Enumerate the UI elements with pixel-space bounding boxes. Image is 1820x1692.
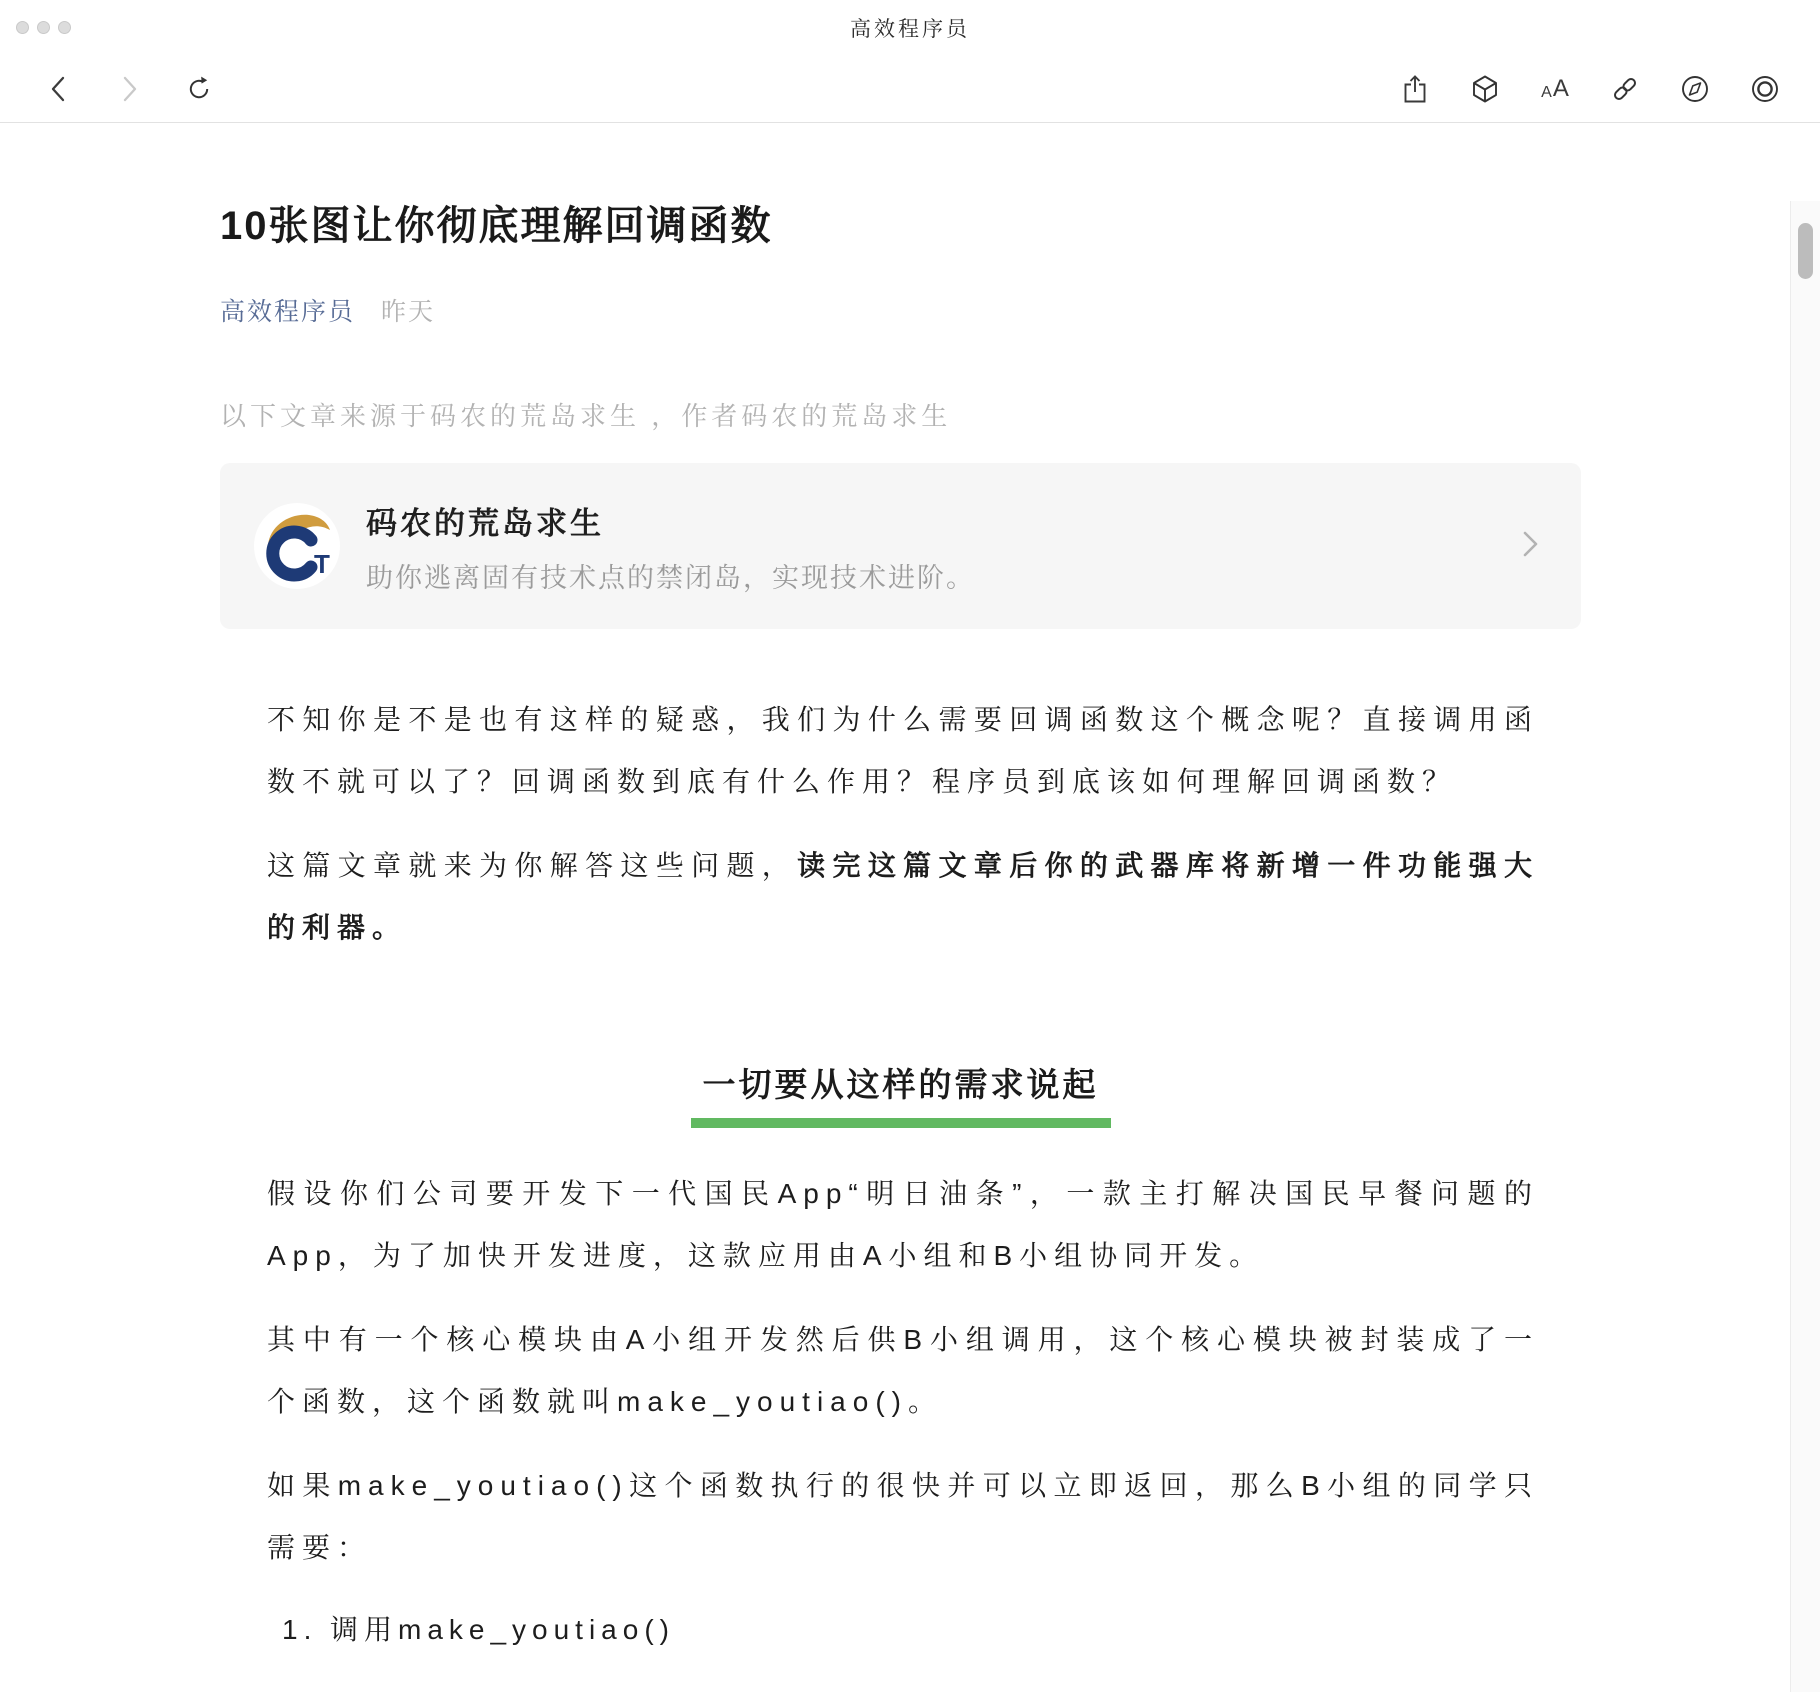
text-size-icon: A A xyxy=(1541,75,1569,102)
toolbar-left xyxy=(44,73,214,105)
section-heading xyxy=(220,1066,1581,1128)
list-item-text: 调用make_youtiao() xyxy=(330,1614,675,1645)
ordered-list xyxy=(220,1601,1581,1659)
article-scroll-area xyxy=(0,201,1820,1692)
source-account-name: 码农的荒岛求生 xyxy=(366,505,604,541)
window-title: 高效程序员 xyxy=(850,18,970,41)
back-icon xyxy=(46,74,72,104)
source-account-avatar xyxy=(254,503,340,589)
account-link[interactable]: 高效程序员 xyxy=(220,298,356,326)
reload-button[interactable] xyxy=(184,73,214,105)
cube-icon xyxy=(1470,74,1500,104)
article xyxy=(220,201,1581,1659)
list-item-number: 1. xyxy=(282,1614,318,1645)
open-in-browser-button[interactable] xyxy=(1680,73,1710,105)
section-heading-text: 一切要从这样的需求说起 xyxy=(702,1066,1099,1103)
paragraph: 不知你是不是也有这样的疑惑，我们为什么需要回调函数这个概念呢？直接调用函数不就可以了？回调函数到底有什么作用？程序员到底该如何理解回调函数？ xyxy=(267,704,1539,797)
forward-icon xyxy=(116,74,142,104)
source-card-text xyxy=(366,498,1515,595)
article-body xyxy=(220,689,1581,1659)
record-icon xyxy=(1750,74,1780,104)
list-item xyxy=(282,1601,1539,1659)
toolbar xyxy=(0,56,1820,123)
publish-date: 昨天 xyxy=(381,298,436,326)
minimize-button[interactable] xyxy=(37,21,50,34)
chevron-right-icon xyxy=(1515,527,1545,566)
share-icon xyxy=(1401,74,1429,104)
paragraph: 假设你们公司要开发下一代国民App“明日油条”，一款主打解决国民早餐问题的App，为了加快开发进度，这款应用由A小组和B小组协同开发。 xyxy=(267,1178,1539,1271)
toolbar-right xyxy=(1400,73,1780,105)
scrollbar-track[interactable] xyxy=(1790,201,1820,1692)
titlebar xyxy=(0,0,1820,56)
back-button[interactable] xyxy=(44,73,74,105)
source-account-desc: 助你逃离固有技术点的禁闭岛，实现技术进阶。 xyxy=(366,562,975,593)
reload-icon xyxy=(184,74,214,104)
source-note: 以下文章来源于码农的荒岛求生 ，作者码农的荒岛求生 xyxy=(220,401,952,431)
svg-text:T: T xyxy=(314,549,330,579)
article-meta xyxy=(220,297,1581,327)
share-button[interactable] xyxy=(1400,73,1430,105)
copy-link-button[interactable] xyxy=(1610,73,1640,105)
record-button[interactable] xyxy=(1750,73,1780,105)
compass-icon xyxy=(1680,74,1710,104)
paragraph: 其中有一个核心模块由A小组开发然后供B小组调用，这个核心模块被封装成了一个函数，这个函数就叫make_youtiao()。 xyxy=(267,1324,1539,1417)
source-account-card[interactable] xyxy=(220,463,1581,629)
section-heading-underline xyxy=(691,1118,1111,1128)
zoom-button[interactable] xyxy=(58,21,71,34)
paragraph: 这篇文章就来为你解答这些问题，读完这篇文章后你的武器库将新增一件功能强大的利器。 xyxy=(267,850,1539,943)
article-title: 10张图让你彻底理解回调函数 xyxy=(220,204,773,248)
scrollbar-thumb[interactable] xyxy=(1798,223,1813,279)
text-size-button[interactable] xyxy=(1540,73,1570,105)
link-icon xyxy=(1610,74,1640,104)
forward-button[interactable] xyxy=(114,73,144,105)
close-button[interactable] xyxy=(16,21,29,34)
3d-cube-button[interactable] xyxy=(1470,73,1500,105)
traffic-lights xyxy=(16,21,71,34)
paragraph: 如果make_youtiao()这个函数执行的很快并可以立即返回，那么B小组的同学只需要： xyxy=(267,1470,1539,1563)
